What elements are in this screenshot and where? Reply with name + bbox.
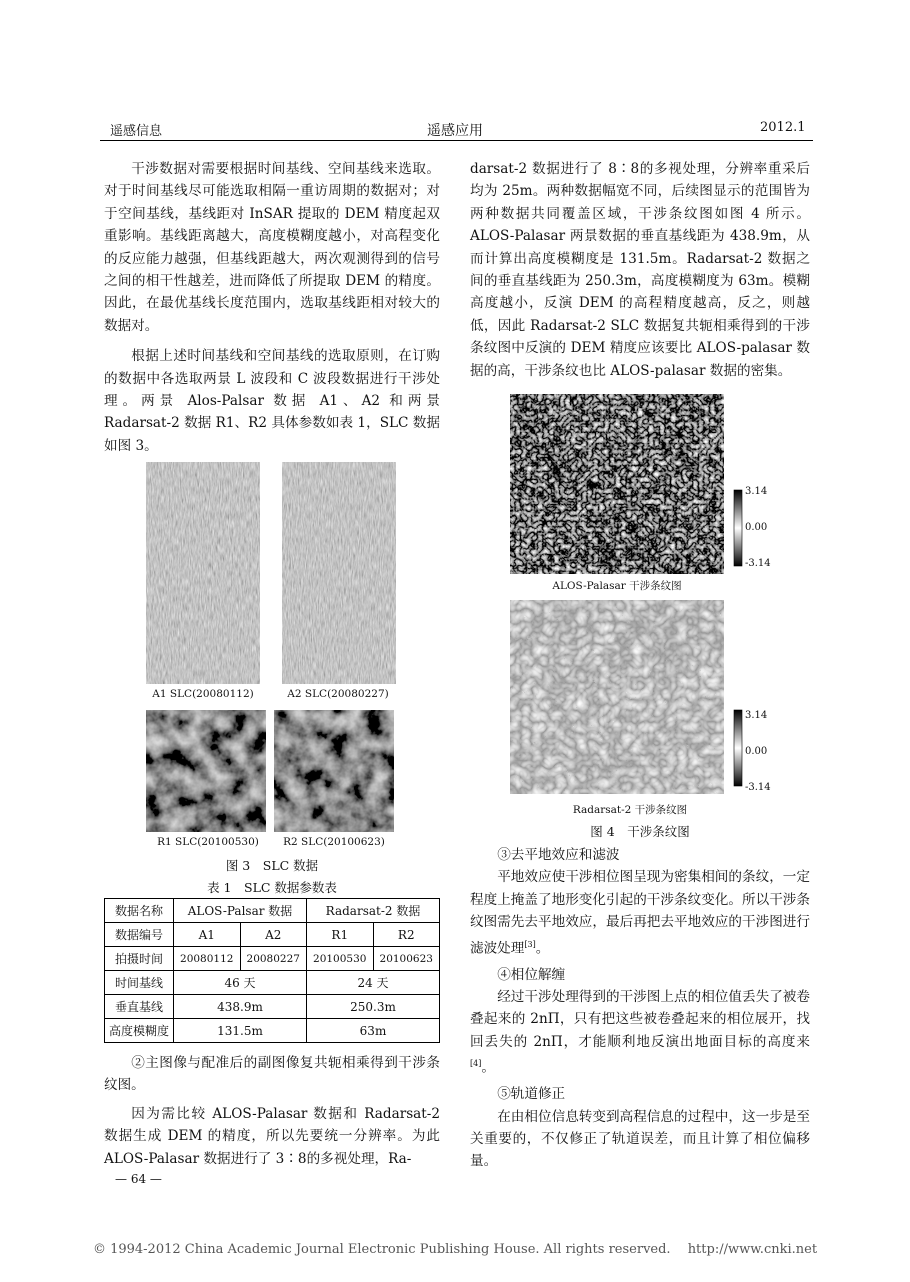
table-cell: A1 <box>174 923 241 947</box>
table-cell: 438.9m <box>174 995 307 1019</box>
running-header-right: 2012.1 <box>760 120 806 135</box>
table-cell: 20100530 <box>307 947 374 971</box>
running-header-left: 遥感信息 <box>110 124 163 139</box>
colorbar-min: -3.14 <box>745 782 771 793</box>
r1-slc-image <box>146 710 266 832</box>
table-cell: 24 天 <box>307 971 440 995</box>
paragraph: 根据上述时间基线和空间基线的选取原则，在订购的数据中各选取两景 L 波段和 C 波段数据进行干涉处理。两景 Alos-Palsar 数据 A1、A2 和两景 Radarsat-2 数据 R1、R2 具体参数如表 1，SLC 数据如图 3。 <box>104 348 440 454</box>
paragraph: 干涉数据对需要根据时间基线、空间基线来选取。对于时间基线尽可能选取相隔一重访周期的数据对；对于空间基线，基线距对 InSAR 提取的 DEM 精度起双重影响。基线距离越大，高度模糊度越小，对高程变化的反应能力越强，但基线距越大，两次观测得到的信号之间的相干性越差，进而降低了所提取 DEM 的精度。因此，在最优基线长度范围内，选取基线距相对较大的数据对。 <box>104 161 440 334</box>
colorbar-mid: 0.00 <box>745 746 768 757</box>
r1-label: R1 SLC(20100530) <box>157 836 259 848</box>
alos-interferogram-label: ALOS-Palasar 干涉条纹图 <box>552 580 682 592</box>
table-cell: 46 天 <box>174 971 307 995</box>
table-cell: Radarsat-2 数据 <box>307 899 440 923</box>
a2-slc-image <box>282 462 396 684</box>
paragraph: 经过干涉处理得到的干涉图上点的相位值丢失了被卷叠起来的 2nΠ，只有把这些被卷叠起来的相位展开，找回丢失的 2nΠ，才能顺利地反演出地面目标的高度来[4]。 <box>470 988 810 1076</box>
table-row <box>105 923 440 947</box>
figure-4-radarsat-interferogram <box>510 600 770 796</box>
copyright-footer: © 1994-2012 China Academic Journal Electronic Publishing House. All rights reserved. http://www.cnki.net <box>92 1242 818 1257</box>
paragraph: 在由相位信息转变到高程信息的过程中，这一步是至关重要的，不仅修正了轨道误差，而且计算了相位偏移量。 <box>470 1108 810 1170</box>
left-column-text <box>104 158 440 457</box>
table-cell: R2 <box>373 923 440 947</box>
paragraph: ②主图像与配准后的副图像复共轭相乘得到干涉条纹图。 <box>104 1055 440 1094</box>
header-rule <box>100 140 813 141</box>
colorbar-max: 3.14 <box>745 710 768 721</box>
right-column-text-bottom <box>470 844 810 1173</box>
table-cell: 数据名称 <box>105 899 174 923</box>
table-cell: 131.5m <box>174 1019 307 1043</box>
section-heading: ③去平地效应和滤波 <box>497 847 620 863</box>
table-1 <box>104 898 440 1043</box>
left-column-text-bottom <box>104 1052 440 1170</box>
r2-slc-image <box>274 710 394 832</box>
citation: [3] <box>524 939 536 949</box>
alos-interferogram-image <box>510 394 724 574</box>
paragraph: 因为需比较 ALOS-Palasar 数据和 Radarsat-2 数据生成 DEM 的精度，所以先要统一分辨率。为此 ALOS-Palasar 数据进行了 3∶8的多视处理，Ra- <box>104 1105 440 1167</box>
figure-3-caption: 图 3 SLC 数据 <box>225 858 319 873</box>
a2-label: A2 SLC(20080227) <box>287 688 389 700</box>
table-cell: 20100623 <box>373 947 440 971</box>
r2-label: R2 SLC(20100623) <box>283 836 385 848</box>
colorbar-min: -3.14 <box>745 558 771 569</box>
colorbar-max: 3.14 <box>745 486 768 497</box>
table-cell: 垂直基线 <box>105 995 174 1019</box>
radarsat-interferogram-label: Radarsat-2 干涉条纹图 <box>572 804 688 816</box>
paragraph: darsat-2 数据进行了 8∶8的多视处理，分辨率重采后均为 25m。两种数据幅宽不同，后续图显示的范围皆为两种数据共同覆盖区域，干涉条纹图如图 4 所示。ALOS-Palasar 两景数据的垂直基线距为 438.9m，从而计算出高度模糊度是 131.5m。Radarsat-2 数据之间的垂直基线距为 250.3m，高度模糊度为 63m。模糊高度越小，反演 DEM 的高程精度越高，反之，则越低，因此 Radarsat-2 SLC 数据复共轭相乘得到的干涉条纹图中反演的 DEM 精度应该要比 ALOS-palasar 数据的高，干涉条纹也比 ALOS-palasar 数据的密集。 <box>470 161 810 379</box>
table-cell: 高度模糊度 <box>105 1019 174 1043</box>
table-cell: 数据编号 <box>105 923 174 947</box>
table-1-caption: 表 1 SLC 数据参数表 <box>207 880 337 895</box>
colorbar <box>734 710 742 786</box>
colorbar-mid: 0.00 <box>745 522 768 533</box>
section-heading: ④相位解缠 <box>497 966 566 983</box>
a1-slc-image <box>146 462 260 684</box>
table-row <box>105 947 440 971</box>
table-cell: 拍摄时间 <box>105 947 174 971</box>
table-cell: R1 <box>307 923 374 947</box>
radarsat-interferogram-image <box>510 600 724 794</box>
table-cell: 250.3m <box>307 995 440 1019</box>
table-cell: ALOS-Palsar 数据 <box>174 899 307 923</box>
table-row <box>105 899 440 923</box>
citation: [4] <box>470 1059 482 1069</box>
table-row <box>105 1019 440 1043</box>
figure-3-alos-slc <box>146 462 396 686</box>
figure-4-caption: 图 4 干涉条纹图 <box>590 824 690 839</box>
table-cell: 时间基线 <box>105 971 174 995</box>
table-row <box>105 971 440 995</box>
table-cell: 63m <box>307 1019 440 1043</box>
right-column-text <box>470 158 810 382</box>
paragraph: 平地效应使干涉相位图呈现为密集相间的条纹，一定程度上掩盖了地形变化引起的干涉条纹变化。所以干涉条纹图需先去平地效应，最后再把去平地效应的干涉图进行滤波处理[3]。 <box>470 869 810 957</box>
table-cell: 20080112 <box>174 947 241 971</box>
page-number: — 64 — <box>115 1172 162 1186</box>
a1-label: A1 SLC(20080112) <box>152 688 254 700</box>
running-header-center: 遥感应用 <box>427 123 483 139</box>
table-row <box>105 995 440 1019</box>
figure-4-alos-interferogram <box>510 394 770 576</box>
figure-3-radarsat-slc <box>146 710 396 834</box>
section-heading: ⑤轨道修正 <box>497 1086 566 1103</box>
table-cell: 20080227 <box>240 947 307 971</box>
table-cell: A2 <box>240 923 307 947</box>
colorbar <box>734 490 742 566</box>
